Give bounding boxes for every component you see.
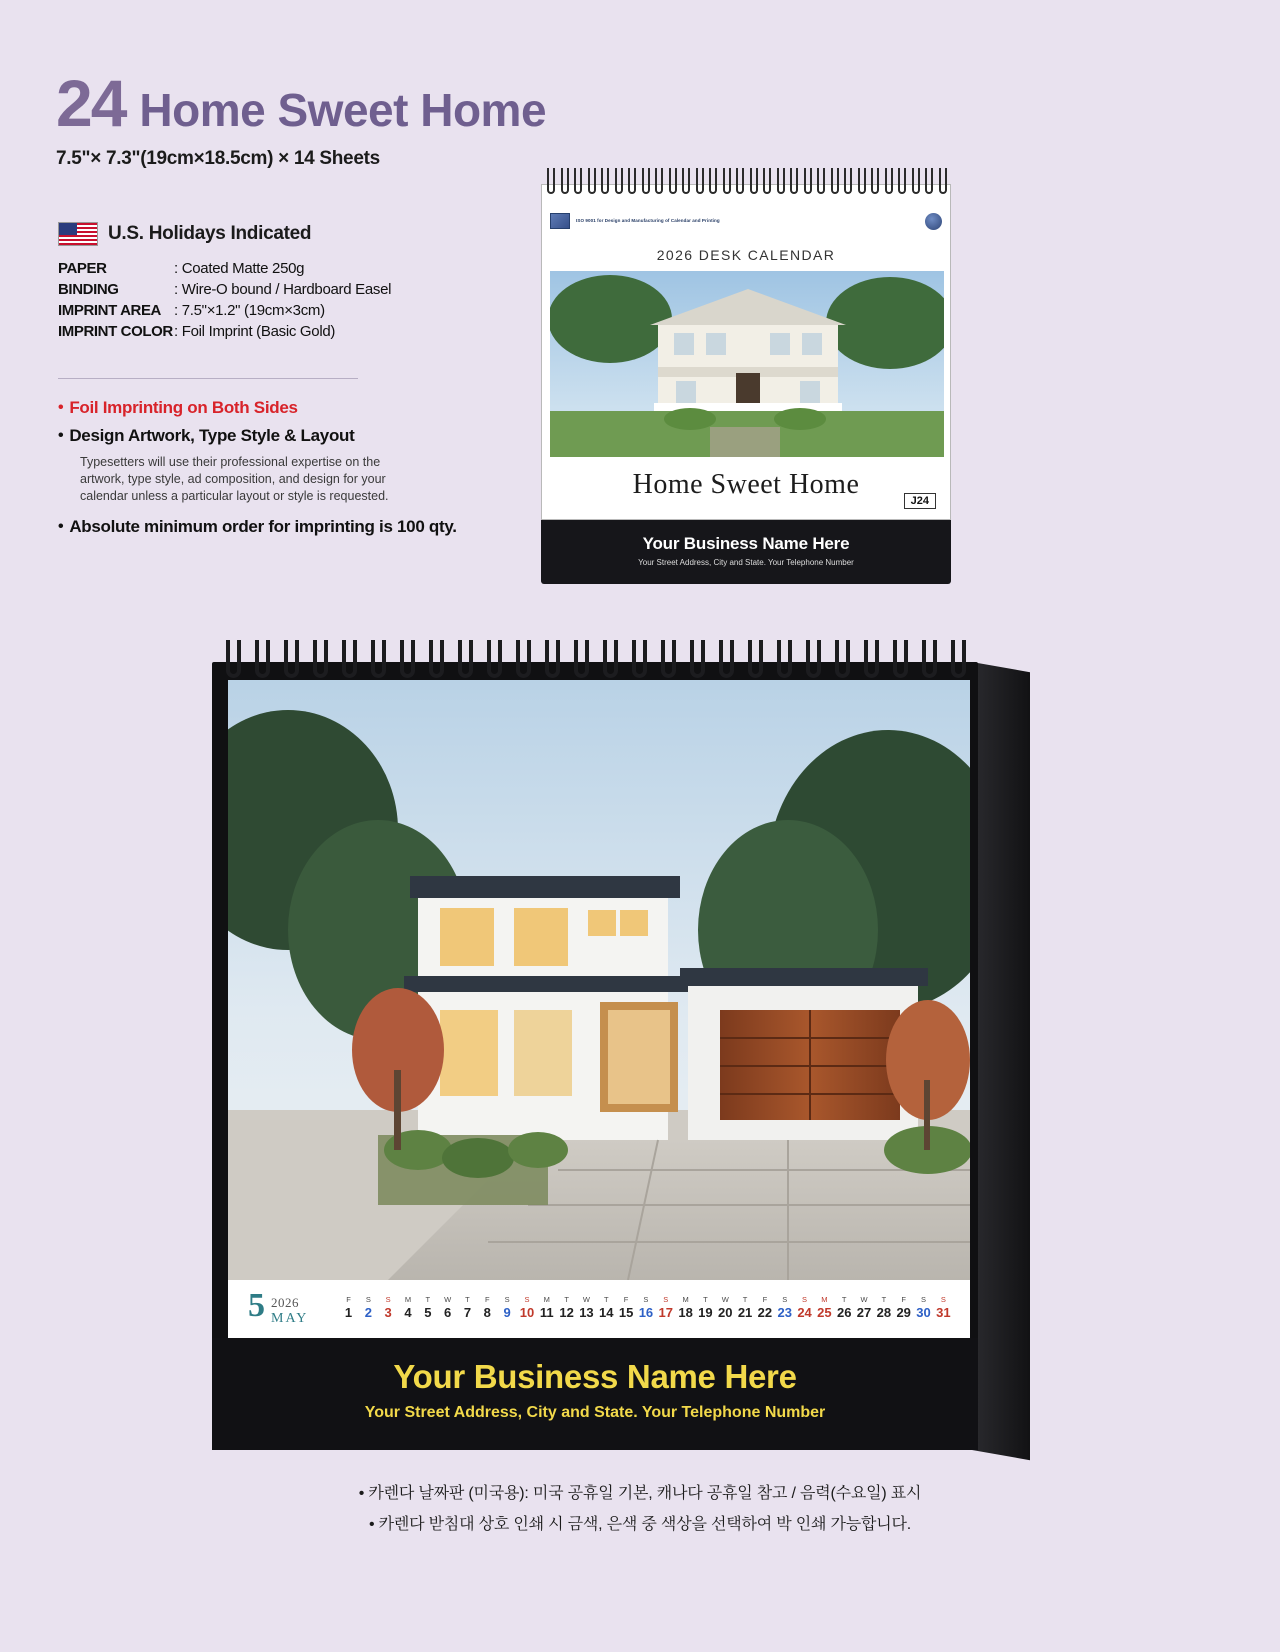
bullet-design-label: Design Artwork, Type Style & Layout — [69, 426, 355, 445]
day-column — [399, 1296, 416, 1321]
small-calendar-topbar — [550, 209, 942, 233]
day-number: 3 — [384, 1304, 392, 1320]
day-of-week-label: S — [921, 1295, 927, 1305]
spec-key: IMPRINT AREA — [58, 302, 161, 319]
large-house-photo — [228, 680, 970, 1280]
specifications-block — [58, 222, 478, 342]
table-row — [58, 279, 391, 300]
item-number: 24 — [56, 66, 126, 140]
day-of-week-label: M — [682, 1295, 689, 1305]
small-house-photo — [550, 271, 944, 457]
day-number: 17 — [658, 1304, 673, 1320]
small-calendar-caption: Home Sweet Home — [632, 469, 860, 500]
bullet-foil-label: Foil Imprinting on Both Sides — [69, 398, 298, 417]
day-column — [796, 1296, 813, 1321]
day-of-week-label: M — [543, 1295, 550, 1305]
day-of-week-label: T — [841, 1295, 847, 1305]
day-column — [499, 1296, 516, 1321]
day-of-week-label: S — [782, 1295, 788, 1305]
day-column — [836, 1296, 853, 1321]
month-strip — [228, 1280, 970, 1338]
dimensions-text: 7.5"× 7.3"(19cm×18.5cm) × 14 Sheets — [56, 148, 380, 169]
day-number: 26 — [836, 1304, 852, 1320]
footer-line-1: • 카렌다 날짜판 (미국용): 미국 공휴일 기본, 캐나다 공휴일 참고 / 음력(수요일) 표시 — [358, 1485, 922, 1502]
day-number: 25 — [817, 1304, 832, 1320]
day-number: 24 — [797, 1304, 812, 1320]
day-column — [756, 1296, 773, 1321]
day-number: 27 — [856, 1304, 872, 1320]
spec-value: : Wire-O bound / Hardboard Easel — [174, 281, 392, 298]
wire-o-binding-large — [226, 640, 966, 680]
day-of-week-label: F — [901, 1295, 906, 1305]
large-calendar-card — [212, 662, 978, 1450]
day-of-week-label: T — [742, 1295, 748, 1305]
day-of-week-label: T — [564, 1295, 569, 1305]
list-item — [58, 517, 458, 537]
day-of-week-label: S — [524, 1295, 530, 1305]
footer-line-2: • 카렌다 받침대 상호 인쇄 시 금색, 은색 중 색상을 선택하여 박 인쇄 가능합니다. — [368, 1516, 912, 1533]
day-number: 16 — [638, 1304, 654, 1320]
day-of-week-label: T — [465, 1295, 470, 1305]
easel-side-panel — [972, 662, 1030, 1460]
product-code-badge: J24 — [904, 493, 936, 509]
day-column — [439, 1296, 456, 1321]
month-block — [236, 1287, 340, 1327]
day-column — [677, 1296, 694, 1321]
spec-key: BINDING — [58, 281, 119, 298]
day-of-week-label: W — [444, 1295, 452, 1305]
spec-value: : 7.5"×1.2" (19cm×3cm) — [174, 302, 325, 319]
day-number: 23 — [777, 1304, 792, 1320]
day-of-week-label: M — [821, 1295, 828, 1305]
day-number: 28 — [876, 1304, 892, 1320]
bullet-minimum-label: Absolute minimum order for imprinting is 100 qty. — [69, 516, 457, 536]
day-column — [637, 1296, 654, 1321]
day-of-week-label: F — [485, 1295, 490, 1305]
day-number: 9 — [503, 1304, 511, 1320]
spec-key: PAPER — [58, 260, 107, 277]
day-number: 6 — [444, 1304, 452, 1320]
wire-o-binding-small — [547, 168, 947, 194]
day-column — [856, 1296, 873, 1321]
day-number: 5 — [424, 1304, 432, 1320]
day-number: 15 — [618, 1304, 634, 1320]
day-number: 20 — [718, 1304, 733, 1320]
day-of-week-label: S — [643, 1295, 649, 1305]
large-easel-base — [212, 1338, 978, 1450]
day-column — [340, 1296, 357, 1321]
bullet-dot-icon: • — [58, 399, 64, 416]
page-header — [56, 66, 716, 170]
day-column — [518, 1296, 535, 1321]
day-number: 19 — [698, 1304, 713, 1320]
table-row — [58, 300, 391, 321]
day-column — [935, 1296, 952, 1321]
day-column — [737, 1296, 754, 1321]
small-calendar-card — [541, 184, 951, 520]
day-column — [459, 1296, 476, 1321]
day-number: 4 — [404, 1304, 412, 1320]
day-number: 1 — [344, 1304, 353, 1320]
day-of-week-label: F — [623, 1295, 629, 1305]
list-item — [58, 426, 458, 446]
day-column — [915, 1296, 932, 1321]
business-name-imprint: Your Business Name Here — [393, 1358, 797, 1395]
day-column — [875, 1296, 892, 1321]
day-number: 21 — [737, 1304, 753, 1320]
table-row — [58, 258, 391, 279]
day-of-week-label: T — [703, 1295, 708, 1305]
bullet-dot-icon: • — [58, 427, 64, 444]
divider — [58, 378, 358, 379]
day-of-week-label: W — [721, 1295, 729, 1305]
day-column — [360, 1296, 377, 1321]
small-business-name: Your Business Name Here — [642, 534, 850, 553]
footer-notes — [0, 1480, 1280, 1542]
certificate-icon — [550, 213, 570, 229]
month-name: MAY — [271, 1311, 309, 1326]
title-row — [56, 66, 716, 140]
day-of-week-label: W — [582, 1295, 590, 1305]
business-address-imprint: Your Street Address, City and State. Your Telephone Number — [364, 1404, 826, 1421]
seal-icon — [925, 213, 942, 230]
day-number: 30 — [916, 1304, 931, 1320]
day-number: 31 — [936, 1304, 951, 1320]
day-column — [558, 1296, 575, 1321]
day-number: 2 — [364, 1304, 372, 1320]
us-flag-icon — [58, 222, 98, 246]
day-of-week-label: T — [881, 1295, 887, 1305]
day-number: 11 — [539, 1304, 554, 1320]
day-number: 29 — [896, 1304, 911, 1320]
day-number-row — [340, 1296, 962, 1321]
small-business-address: Your Street Address, City and State. Your Telephone Number — [638, 558, 854, 567]
day-of-week-label: T — [603, 1295, 609, 1305]
day-column — [895, 1296, 912, 1321]
design-note-text: Typesetters will use their professional expertise on the artwork, type style, ad composition, and design for your calendar unless a particular layout or style is requested. — [80, 455, 389, 503]
day-of-week-label: M — [404, 1295, 412, 1305]
day-column — [578, 1296, 595, 1321]
day-of-week-label: F — [346, 1295, 351, 1305]
day-of-week-label: S — [940, 1295, 946, 1305]
day-of-week-label: S — [385, 1295, 391, 1305]
spec-value: : Foil Imprint (Basic Gold) — [174, 323, 336, 340]
day-of-week-label: W — [860, 1295, 868, 1305]
day-column — [598, 1296, 615, 1321]
day-number: 18 — [678, 1304, 693, 1320]
small-calendar-preview — [541, 168, 951, 586]
holiday-label: U.S. Holidays Indicated — [108, 223, 312, 244]
spec-key: IMPRINT COLOR — [58, 323, 173, 340]
bullet-dot-icon: • — [58, 517, 64, 535]
day-column — [538, 1296, 555, 1321]
day-number: 8 — [483, 1304, 491, 1320]
small-calendar-easel-base — [541, 520, 951, 584]
day-column — [419, 1296, 436, 1321]
calendar-year: 2026 — [271, 1295, 299, 1310]
day-column — [657, 1296, 674, 1321]
day-of-week-label: S — [802, 1295, 808, 1305]
bullet-list — [58, 398, 458, 545]
day-of-week-label: S — [504, 1295, 510, 1305]
page-title: Home Sweet Home — [139, 84, 547, 136]
day-of-week-label: F — [762, 1295, 768, 1305]
month-number: 5 — [248, 1287, 265, 1324]
day-of-week-label: T — [425, 1295, 431, 1305]
holiday-row — [58, 222, 478, 246]
large-calendar-preview — [212, 640, 1012, 1450]
day-column — [697, 1296, 714, 1321]
small-calendar-year-title: 2026 DESK CALENDAR — [656, 247, 836, 263]
table-row — [58, 321, 391, 342]
day-column — [816, 1296, 833, 1321]
day-number: 10 — [519, 1304, 535, 1320]
spec-table — [58, 258, 391, 342]
day-number: 12 — [559, 1304, 574, 1320]
day-of-week-label: S — [663, 1295, 669, 1305]
day-number: 7 — [463, 1304, 472, 1320]
day-of-week-label: S — [365, 1295, 371, 1305]
list-item — [58, 398, 458, 418]
spec-value: : Coated Matte 250g — [174, 260, 305, 277]
day-column — [776, 1296, 793, 1321]
day-number: 13 — [579, 1304, 594, 1320]
certificate-label: ISO 9001 for Design and Manufacturing of Calendar and Printing — [576, 218, 720, 224]
day-column — [717, 1296, 734, 1321]
day-column — [479, 1296, 496, 1321]
day-number: 14 — [599, 1304, 614, 1320]
day-column — [618, 1296, 635, 1321]
day-number: 22 — [757, 1304, 773, 1320]
day-column — [380, 1296, 397, 1321]
